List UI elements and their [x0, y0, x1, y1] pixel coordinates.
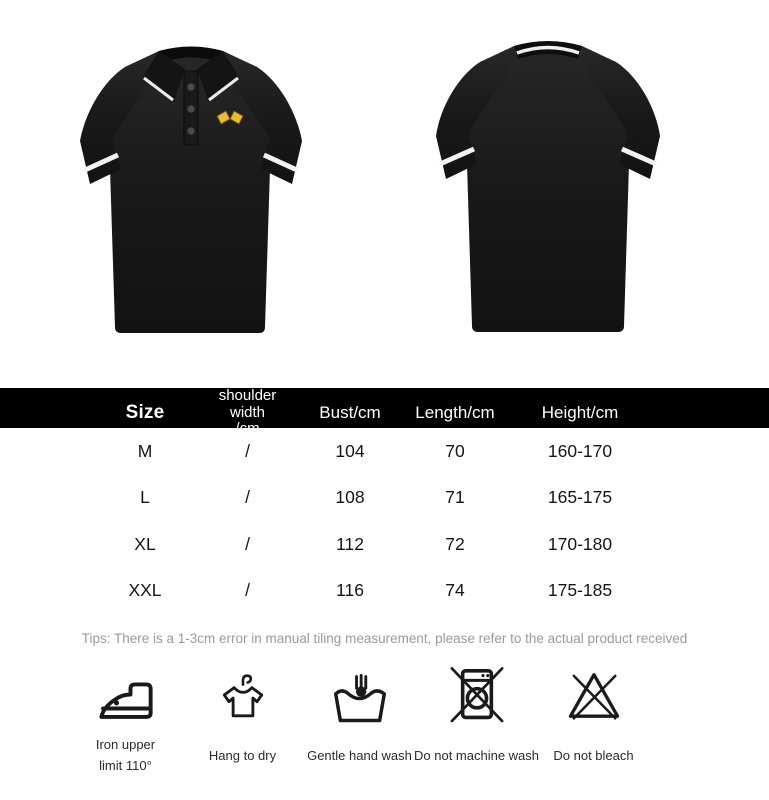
cell-shoulder: /: [245, 440, 250, 461]
cell-length: 72: [445, 533, 465, 554]
cell-size: M: [137, 440, 153, 461]
care-instructions: [67, 664, 652, 778]
care-label: Hang to dry: [208, 747, 277, 763]
cell-shoulder: /: [245, 533, 250, 554]
size-row-l: [90, 475, 769, 522]
cell-shoulder: /: [245, 487, 250, 508]
care-item-iron: [67, 664, 184, 778]
cell-height: 160-170: [547, 440, 613, 461]
care-item-no-machine-wash: [414, 664, 540, 778]
care-label: Do not machine wash: [414, 747, 540, 763]
no-bleach-icon: [566, 664, 622, 724]
care-item-hang-dry: [184, 664, 301, 778]
header-height: Height/cm: [541, 402, 619, 422]
hang-dry-icon: [217, 664, 269, 724]
cell-shoulder: /: [245, 580, 250, 601]
size-row-xl: [90, 521, 769, 568]
care-label: Gentle hand wash: [307, 747, 412, 763]
cell-size: L: [140, 487, 150, 508]
polo-front-icon: [75, 41, 307, 337]
cell-length: 71: [445, 487, 465, 508]
care-item-no-bleach: [535, 664, 652, 778]
cell-height: 175-185: [547, 580, 613, 601]
cell-height: 165-175: [547, 487, 613, 508]
care-label: Iron upper: [95, 737, 156, 752]
cell-height: 170-180: [547, 533, 613, 554]
cell-size: XXL: [128, 580, 162, 601]
cell-bust: 108: [335, 487, 365, 508]
cell-length: 74: [445, 580, 465, 601]
header-length: Length/cm: [415, 402, 495, 422]
polo-front-image: [75, 41, 307, 342]
size-table-header: [0, 387, 769, 437]
polo-back-image: [432, 34, 664, 339]
cell-bust: 104: [335, 440, 365, 461]
size-row-xxl: [90, 568, 769, 615]
no-machine-wash-icon: [447, 664, 507, 724]
measurement-tips: Tips: There is a 1-3cm error in manual tiling measurement, please refer to the actual product received: [81, 631, 688, 646]
iron-icon: [98, 664, 154, 724]
care-item-hand-wash: [301, 664, 418, 778]
size-row-m: [90, 428, 769, 475]
header-bust: Bust/cm: [319, 402, 381, 422]
size-table-body: [0, 428, 769, 614]
cell-bust: 112: [336, 533, 364, 554]
cell-length: 70: [445, 440, 465, 461]
care-label: Do not bleach: [553, 747, 634, 763]
header-shoulder-width: shoulder width /cm: [218, 387, 277, 437]
header-size: Size: [125, 401, 165, 423]
polo-back-icon: [432, 34, 664, 334]
care-label: limit 110°: [99, 758, 152, 773]
cell-bust: 116: [336, 580, 364, 601]
hand-wash-icon: [331, 664, 389, 724]
cell-size: XL: [134, 533, 156, 554]
